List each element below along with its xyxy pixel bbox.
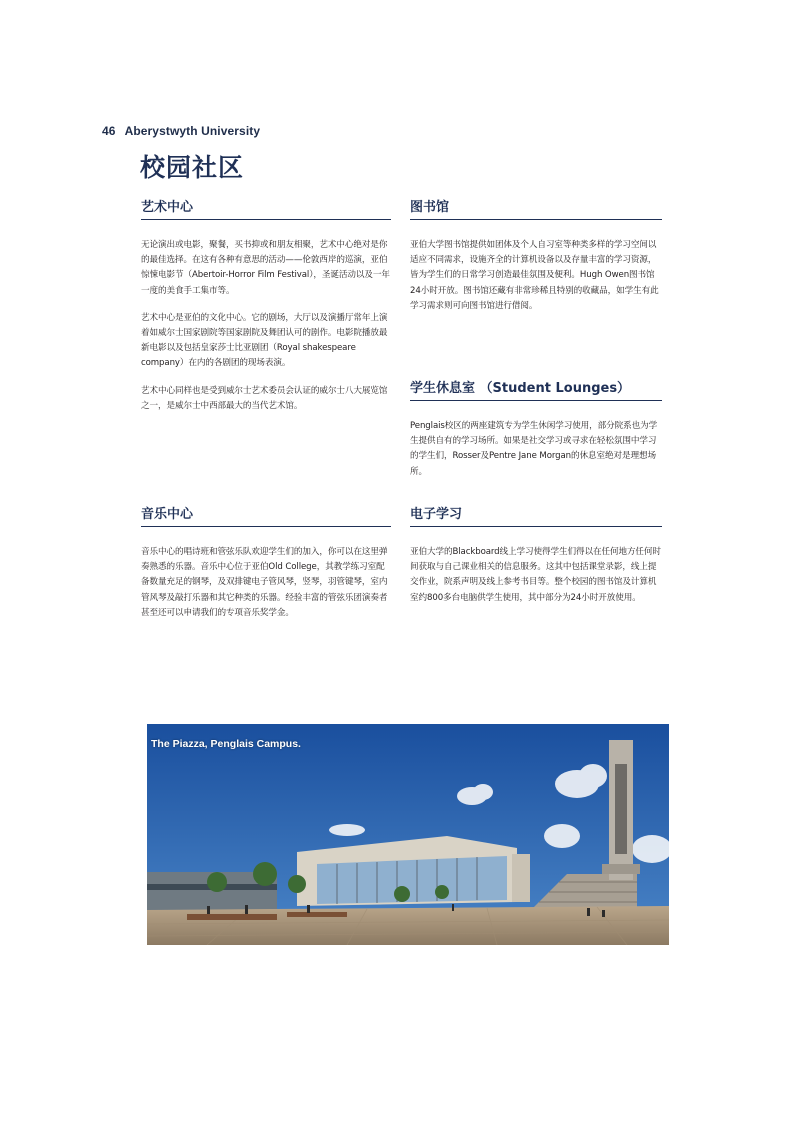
section-elearning <box>410 503 662 606</box>
section-library <box>410 196 662 314</box>
library-paragraph: 亚伯大学图书馆提供如团体及个人自习室等种类多样的学习空间以适应不同需求，设施齐全的计算机设备以及存量丰富的学习资源，皆为学生们的日常学习创造最佳氛围及便利。Hugh Owen图书馆24小时开放。图书馆还藏有非常珍稀且特别的收藏品，如学生有此学习需求则可向图书馆进行借阅。 <box>410 240 659 311</box>
campus-photo <box>147 724 669 945</box>
page-title: 校园社区 <box>140 153 245 182</box>
arts-paragraph: 无论演出或电影，聚餐，买书抑或和朋友相聚，艺术中心绝对是你的最佳选择。在这有各种有意思的活动——伦敦西岸的巡演，亚伯惊悚电影节（Abertoir-Horror Film Festival），圣诞活动以及一年一度的美食手工集市等。 <box>141 240 390 296</box>
section-music-centre <box>141 503 391 621</box>
lounges-paragraph: Penglais校区的两座建筑专为学生休闲学习使用，部分院系也为学生提供自有的学习场所。如果是社交学习或寻求在轻松氛围中学习的学生们，Rosser及Pentre Jane Morgan的休息室绝对是理想场所。 <box>410 421 658 477</box>
arts-paragraph: 艺术中心是亚伯的文化中心。它的剧场，大厅以及演播厅常年上演着如威尔士国家剧院等国家剧院及舞团认可的剧作。电影院播放最新电影以及包括皇家莎士比亚剧团（Royal shakespeare company）在内的各剧团的现场表演。 <box>141 312 388 369</box>
publisher-name: Aberystwyth University <box>124 124 261 138</box>
photo-caption: The Piazza, Penglais Campus. <box>151 738 301 750</box>
page-number: 46 <box>102 124 116 138</box>
page-header <box>102 124 260 138</box>
music-paragraph: 音乐中心的唱诗班和管弦乐队欢迎学生们的加入，你可以在这里弹奏熟悉的乐器。音乐中心位于亚伯Old College，其教学练习室配备数量充足的钢琴，及双排键电子管风琴，竖琴，羽管键琴，室内管风琴及敲打乐器和其它种类的乐器。经验丰富的管弦乐团演奏者甚至还可以申请我们的专项音乐奖学金。 <box>141 547 388 618</box>
section-student-lounges <box>410 377 662 480</box>
campus-photo-illustration <box>147 724 669 945</box>
section-arts-centre <box>141 196 391 414</box>
library-heading: 图书馆 <box>410 196 662 220</box>
music-heading: 音乐中心 <box>141 503 391 527</box>
elearning-paragraph: 亚伯大学的Blackboard线上学习使得学生们得以在任何地方任何时间获取与自己课业相关的信息服务。这其中包括课堂录影，线上提交作业，院系声明及线上参考书目等。整个校园的图书馆及计算机室约800多台电脑供学生使用，其中部分为24小时开放使用。 <box>410 547 661 603</box>
lounges-heading: 学生休息室 （Student Lounges） <box>410 377 662 401</box>
elearning-heading: 电子学习 <box>410 503 662 527</box>
arts-paragraph: 艺术中心同样也是受到威尔士艺术委员会认证的威尔士八大展览馆之一，是威尔士中西部最大的当代艺术馆。 <box>141 385 388 411</box>
arts-heading: 艺术中心 <box>141 196 391 220</box>
